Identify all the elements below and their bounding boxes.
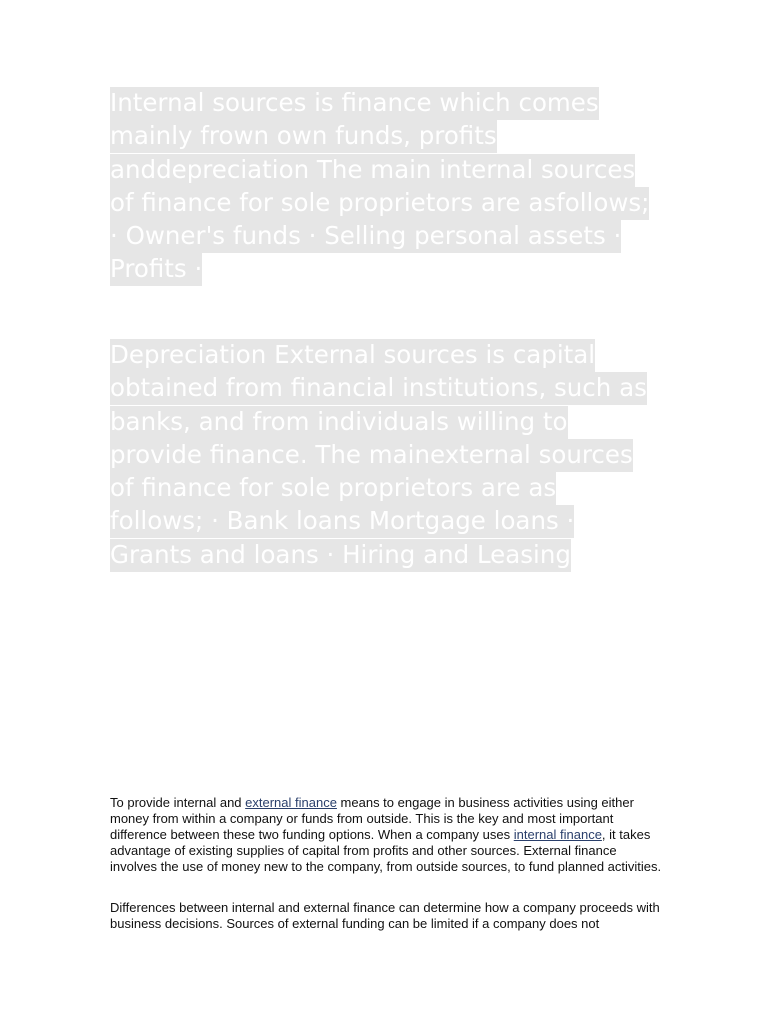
highlighted-text: Internal sources is finance which comes mainly frown own funds, profits anddepreciation The main internal sources of finance for sole proprietors are asfollows; · Owner's funds · Selling personal assets · Profits · [110, 87, 649, 286]
paragraph-text: Differences between internal and external finance can determine how a company proceeds with business decisions. Sources of external funding can be limited if a company does not [110, 900, 660, 931]
highlighted-text-block-external-sources [110, 338, 655, 571]
highlighted-text: Depreciation External sources is capital obtained from financial institutions, such as banks, and from individuals willing to provide finance. The mainexternal sources of finance for sole proprietors are as follows; · Bank loans Mortgage loans · Grants and loans · Hiring and Leasing [110, 339, 647, 572]
highlighted-text-block-internal-sources [110, 86, 655, 286]
paragraph-differences [110, 900, 662, 932]
paragraph-internal-external-finance [110, 795, 662, 875]
paragraph-text: means to engage in business activities using either money from within a company or funds from outside. This is the key and most important difference between these two funding options. When a company uses [110, 795, 634, 842]
paragraph-text: , it takes advantage of existing supplies of capital from profits and other sources. External finance involves the use of money new to the company, from outside sources, to fund planned activities. [110, 827, 662, 874]
external-finance-link[interactable]: external finance [245, 795, 337, 810]
paragraph-text: To provide internal and [110, 795, 246, 810]
internal-finance-link[interactable]: internal finance [513, 827, 602, 842]
